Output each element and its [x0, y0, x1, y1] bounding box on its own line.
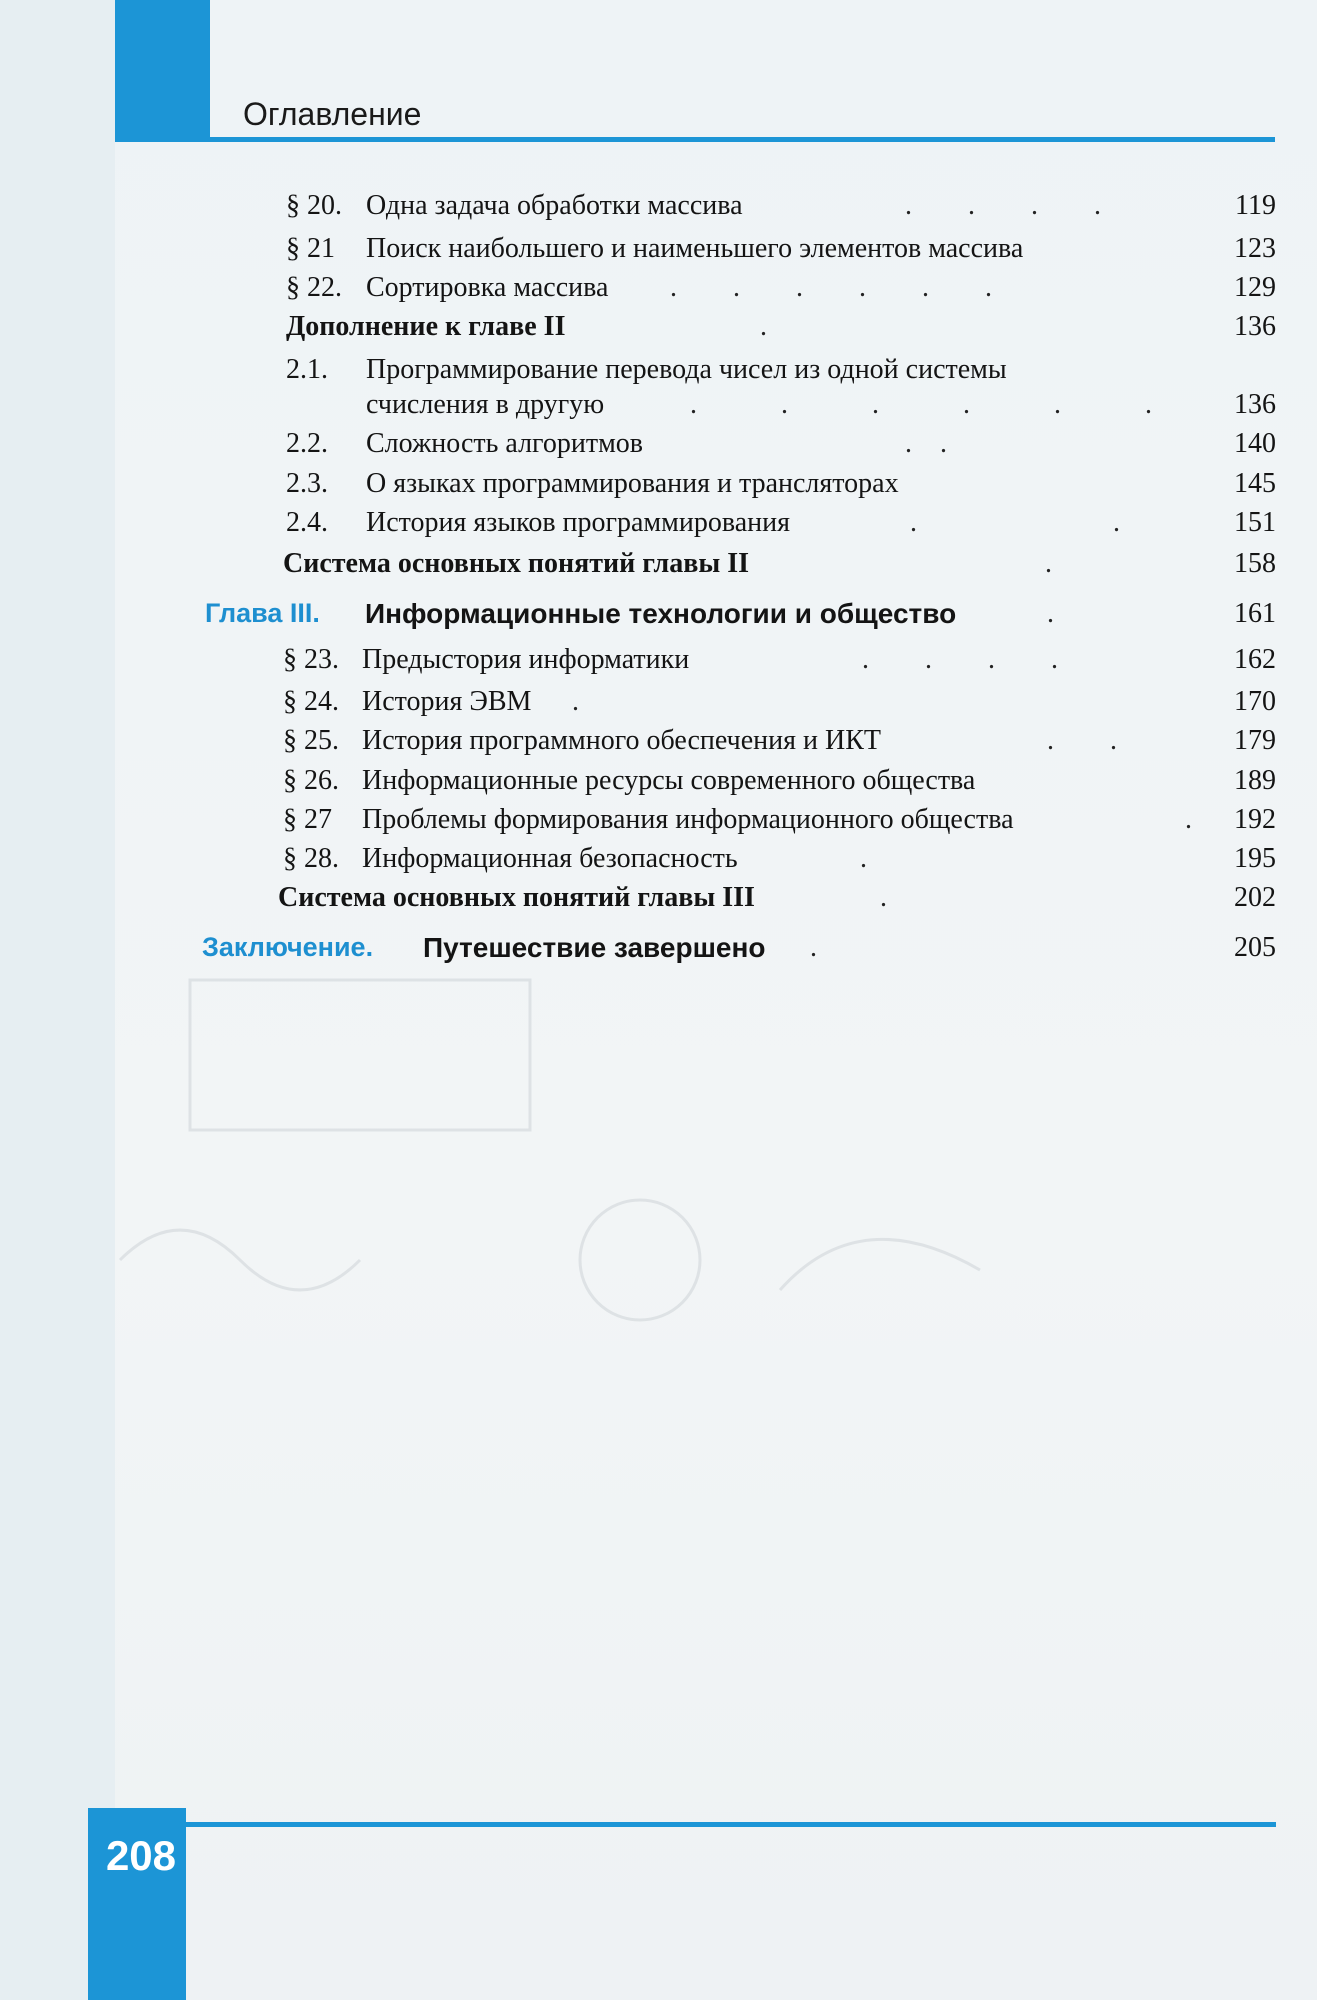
- page-number: 208: [105, 1832, 177, 1879]
- leader-dots: .: [1185, 804, 1192, 835]
- entry-title: Проблемы формирования информационного общества: [362, 804, 1014, 835]
- entry-title: О языках программирования и трансляторах: [366, 468, 899, 499]
- entry-number: 2.3.: [286, 468, 328, 499]
- entry-title: Информационная безопасность: [362, 843, 738, 874]
- leader-dots: .: [810, 932, 817, 963]
- entry-page: 140: [1234, 428, 1276, 459]
- entry-number: § 25.: [283, 725, 339, 756]
- toc-entry-continuation[interactable]: [0, 389, 1317, 429]
- leader-dots: .: [1047, 598, 1054, 629]
- toc-entry[interactable]: [0, 468, 1317, 508]
- toc-entry[interactable]: [0, 644, 1317, 684]
- entry-page: 136: [1234, 311, 1276, 342]
- entry-number: § 23.: [283, 644, 339, 675]
- entry-page: 192: [1234, 804, 1276, 835]
- entry-page: 195: [1234, 843, 1276, 874]
- entry-number: § 24.: [283, 686, 339, 717]
- toc-entry[interactable]: [0, 686, 1317, 726]
- leader-dots: . .: [1047, 725, 1117, 756]
- entry-page: 145: [1234, 468, 1276, 499]
- entry-title: Программирование перевода чисел из одной системы: [366, 354, 1007, 385]
- conclusion-label: Заключение.: [202, 932, 374, 962]
- entry-page: 161: [1234, 598, 1276, 629]
- leader-dots: .: [572, 686, 579, 717]
- entry-number: § 22.: [286, 272, 342, 303]
- entry-number: § 27: [283, 804, 332, 835]
- entry-page: 170: [1234, 686, 1276, 717]
- entry-title: Информационные ресурсы современного общества: [362, 765, 976, 796]
- toc-entry[interactable]: [0, 548, 1317, 588]
- footer-rule: [186, 1822, 1276, 1827]
- entry-number: § 20.: [286, 190, 342, 221]
- toc-entry[interactable]: [0, 190, 1317, 230]
- leader-dots: .: [860, 843, 867, 874]
- entry-number: 2.1.: [286, 354, 328, 385]
- running-head: Оглавление: [243, 96, 422, 132]
- entry-number: § 21: [286, 233, 335, 264]
- entry-number: § 28.: [283, 843, 339, 874]
- entry-title: Поиск наибольшего и наименьшего элементов массива: [366, 233, 1024, 264]
- entry-title: История ЭВМ: [362, 686, 532, 717]
- entry-page: 119: [1235, 190, 1276, 221]
- entry-number: 2.4.: [286, 507, 328, 538]
- toc-entry[interactable]: [0, 843, 1317, 883]
- chapter-title: Информационные технологии и общество: [365, 598, 957, 629]
- entry-title: счисления в другую: [366, 389, 605, 420]
- entry-title: Одна задача обработки массива: [366, 190, 743, 221]
- leader-dots: . . . . . .: [690, 389, 1152, 420]
- entry-page: 123: [1234, 233, 1276, 264]
- toc-entry[interactable]: [0, 725, 1317, 765]
- toc-entry[interactable]: [0, 272, 1317, 312]
- entry-page: 205: [1234, 932, 1276, 963]
- leader-dots: .: [880, 882, 887, 913]
- entry-title: Система основных понятий главы II: [283, 548, 750, 579]
- entry-page: 189: [1234, 765, 1276, 796]
- entry-page: 151: [1234, 507, 1276, 538]
- entry-number: 2.2.: [286, 428, 328, 459]
- leader-dots: . .: [905, 428, 947, 459]
- chapter-label: Глава III.: [205, 598, 320, 628]
- leader-dots: . .: [910, 507, 1120, 538]
- toc-chapter-entry[interactable]: [0, 932, 1317, 972]
- entry-page: 158: [1234, 548, 1276, 579]
- toc-entry[interactable]: [0, 804, 1317, 844]
- entry-title: Сортировка массива: [366, 272, 609, 303]
- entry-title: Система основных понятий главы III: [278, 882, 755, 913]
- entry-page: 136: [1234, 389, 1276, 420]
- entry-page: 179: [1234, 725, 1276, 756]
- toc-chapter-entry[interactable]: [0, 598, 1317, 638]
- entry-page: 129: [1234, 272, 1276, 303]
- leader-dots: . . . .: [905, 190, 1101, 221]
- entry-page: 202: [1234, 882, 1276, 913]
- toc-entry[interactable]: [0, 428, 1317, 468]
- leader-dots: .: [760, 311, 767, 342]
- entry-title: История программного обеспечения и ИКТ: [362, 725, 881, 756]
- toc-entry[interactable]: [0, 354, 1317, 394]
- toc-entry[interactable]: [0, 311, 1317, 351]
- entry-title: Дополнение к главе II: [286, 311, 566, 342]
- leader-dots: . . . .: [862, 644, 1058, 675]
- toc-entry[interactable]: [0, 507, 1317, 547]
- toc-entry[interactable]: [0, 882, 1317, 922]
- toc-entry[interactable]: [0, 233, 1317, 273]
- leader-dots: . . . . . .: [670, 272, 992, 303]
- entry-title: Сложность алгоритмов: [366, 428, 644, 459]
- entry-title: Предыстория информатики: [362, 644, 690, 675]
- entry-page: 162: [1234, 644, 1276, 675]
- leader-dots: .: [1045, 548, 1052, 579]
- entry-number: § 26.: [283, 765, 339, 796]
- chapter-title: Путешествие завершено: [423, 932, 766, 963]
- toc-entry[interactable]: [0, 765, 1317, 805]
- entry-title: История языков программирования: [366, 507, 790, 538]
